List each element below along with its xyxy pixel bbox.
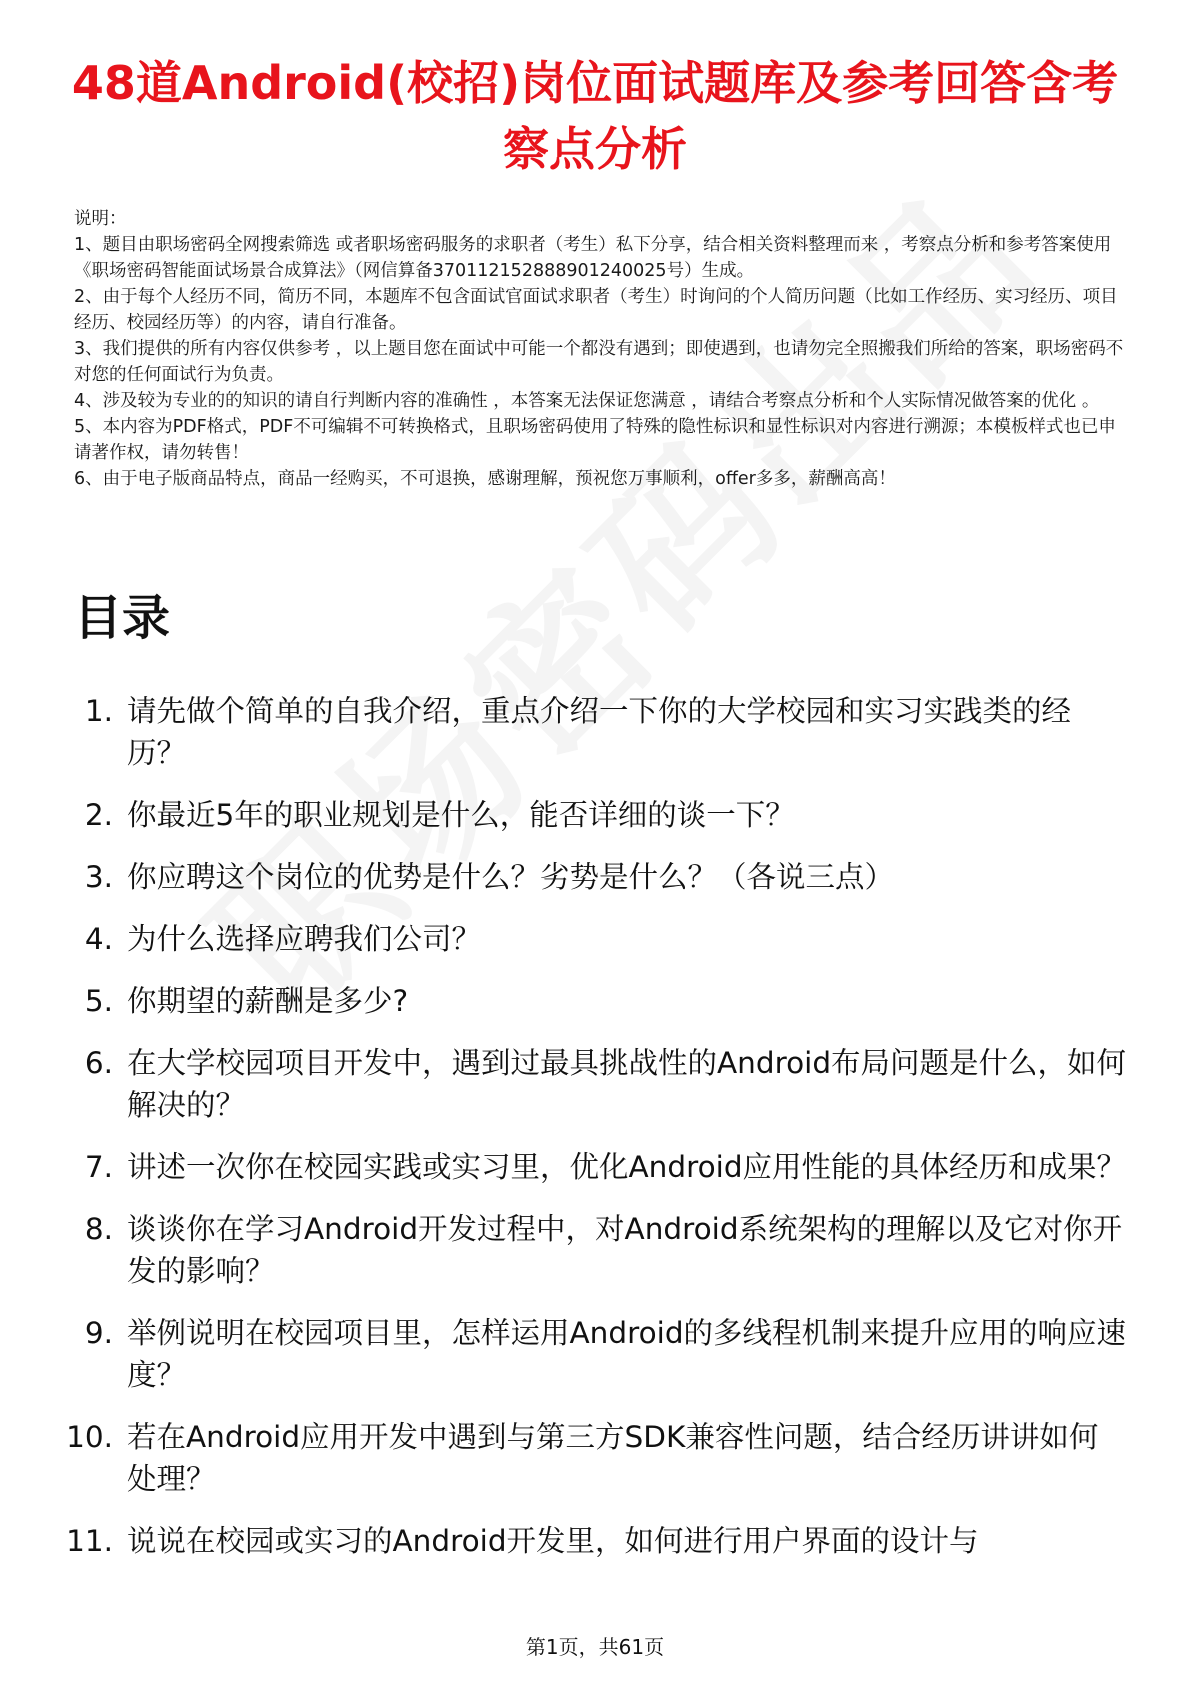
question-item [0,1146,1127,1188]
notes-line: 3、我们提供的所有内容仅供参考 ，以上题目您在面试中可能一个都没有遇到；即使遇到，也请勿完全照搬我们所给的答案，职场密码不对您的任何面试行为负责。 [74,339,1124,385]
notes-line: 6、由于电子版商品特点，商品一经购买，不可退换，感谢理解，预祝您万事顺利，offer多多，薪酬高高！ [74,469,896,489]
page-footer: 第1页，共61页 [525,1635,665,1659]
question-item [0,794,1127,836]
question-text: 在大学校园项目开发中，遇到过最具挑战性的Android布局问题是什么，如何解决的？ [127,1046,1127,1122]
question-number: 2. [84,798,113,832]
question-item [0,1416,1127,1500]
notes-line: 1、题目由职场密码全网搜索筛选 或者职场密码服务的求职者（考生）私下分享，结合相关资料整理而来 ，考察点分析和参考答案使用《职场密码智能面试场景合成算法》（网信算备370112152888901240025号）生成。 [74,235,1112,281]
notes-line: 5、本内容为PDF格式，PDF不可编辑不可转换格式，且职场密码使用了特殊的隐性标识和显性标识对内容进行溯源；本模板样式也已申请著作权，请勿转售！ [74,417,1116,463]
question-text: 说说在校园或实习的Android开发里，如何进行用户界面的设计与 [127,1524,979,1558]
question-number: 7. [84,1150,113,1184]
question-item [0,856,1127,898]
toc-heading: 目录 [74,590,171,646]
question-number: 8. [84,1212,113,1246]
question-item [0,918,1127,960]
question-item [0,1208,1127,1292]
question-text: 谈谈你在学习Android开发过程中，对Android系统架构的理解以及它对你开发的影响？ [127,1212,1123,1288]
question-text: 若在Android应用开发中遇到与第三方SDK兼容性问题，结合经历讲讲如何处理？ [127,1420,1099,1496]
question-item [0,1312,1127,1396]
document-title: 48道Android(校招)岗位面试题库及参考回答含考察点分析 [71,56,1119,176]
question-number: 3. [84,860,113,894]
question-text: 讲述一次你在校园实践或实习里，优化Android应用性能的具体经历和成果？ [127,1150,1127,1184]
notes-line: 说明： [74,209,127,229]
question-text: 你期望的薪酬是多少? [127,984,409,1018]
question-item [0,980,1127,1022]
question-item [0,690,1127,774]
question-number: 5. [84,984,113,1018]
question-text: 请先做个简单的自我介绍，重点介绍一下你的大学校园和实习实践类的经历？ [127,694,1072,770]
question-item [0,1042,1127,1126]
question-text: 你应聘这个岗位的优势是什么？劣势是什么？（各说三点） [127,860,895,894]
question-number: 10. [66,1420,113,1454]
question-text: 为什么选择应聘我们公司？ [127,922,482,956]
notes-line: 2、由于每个人经历不同，简历不同，本题库不包含面试官面试求职者（考生）时询问的个人简历问题（比如工作经历、实习经历、项目经历、校园经历等）的内容，请自行准备。 [74,287,1118,333]
question-text: 你最近5年的职业规划是什么，能否详细的谈一下？ [127,798,795,832]
question-number: 4. [84,922,113,956]
question-number: 6. [84,1046,113,1080]
question-number: 1. [84,694,113,728]
notes-line: 4、涉及较为专业的的知识的请自行判断内容的准确性 ，本答案无法保证您满意 ，请结合考察点分析和个人实际情况做答案的优化 。 [74,391,1100,411]
question-number: 9. [84,1316,113,1350]
question-list [0,690,1190,1582]
question-item [0,1520,1127,1562]
question-text: 举例说明在校园项目里，怎样运用Android的多线程机制来提升应用的响应速度？ [127,1316,1127,1392]
notes-section [74,206,1124,492]
question-number: 11. [66,1524,113,1558]
